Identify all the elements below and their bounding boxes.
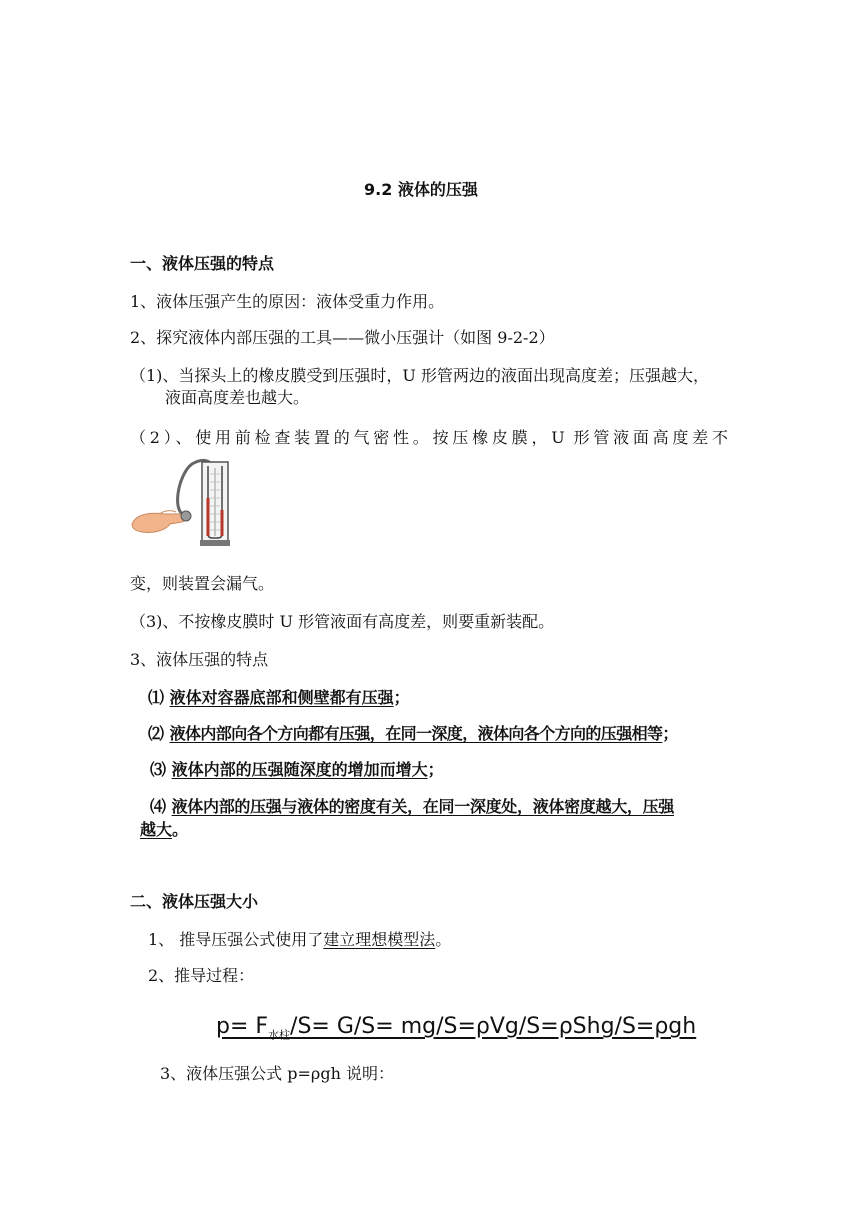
point-2-tail: ； [662, 724, 679, 743]
formula-part2: /S= G/S= mg/S=ρVg/S=ρShg/S=ρgh [290, 1014, 697, 1039]
sub2-line2: 变，则装置会漏气。 [130, 574, 275, 593]
point-4-text: 液体内部的压强与液体的密度有关，在同一深度处，液体密度越大，压强 [171, 797, 674, 816]
point-3-tail: ； [427, 760, 444, 779]
formula-part1: p= F [216, 1014, 269, 1039]
sub1-line2: 液面高度差也越大。 [165, 388, 310, 407]
point-2-text: 液体内部向各个方向都有压强，在同一深度，液体向各个方向的压强相等 [169, 724, 663, 743]
formula-subscript: 水柱 [268, 1028, 291, 1042]
point-3-number: ⑶ [150, 760, 167, 779]
point-2 [148, 724, 678, 744]
sub1-line1: （1)、当探头上的橡皮膜受到压强时，U 形管两边的液面出现高度差；压强越大， [130, 366, 709, 385]
s2-item3: 3、液体压强公式 p=ρgh 说明： [160, 1064, 394, 1083]
item1-text: 1、液体压强产生的原因：液体受重力作用。 [130, 292, 445, 311]
s2-item1-prefix: 1、 推导压强公式使用了 [148, 930, 324, 949]
section2-heading: 二、液体压强大小 [130, 892, 259, 911]
point-4-line2-text: 越大 [140, 820, 173, 839]
sub3-text: （3)、不按橡皮膜时 U 形管液面有高度差，则要重新装配。 [130, 612, 555, 631]
point-1 [148, 688, 410, 708]
item3-text: 3、液体压强的特点 [130, 650, 269, 669]
point-2-number: ⑵ [148, 724, 165, 743]
s2-item1-method: 建立理想模型法 [323, 930, 436, 949]
point-1-tail: ； [393, 688, 410, 707]
section1-heading: 一、液体压强的特点 [130, 254, 275, 273]
point-3 [150, 760, 444, 780]
s2-item1-tail: 。 [435, 930, 452, 949]
point-1-number: ⑴ [148, 688, 165, 707]
s2-item2: 2、推导过程： [148, 966, 255, 985]
page-title: 9.2 液体的压强 [364, 180, 478, 199]
item2-text: 2、探究液体内部压强的工具——微小压强计（如图 9-2-2） [130, 328, 555, 347]
point-1-text: 液体对容器底部和侧壁都有压强 [169, 688, 394, 707]
point-4-line2-tail: 。 [172, 820, 189, 839]
point-4-number: ⑷ [150, 797, 167, 816]
sub2-line1: （2）、使用前检查装置的气密性。按压橡皮膜，U 形管液面高度差不 [130, 428, 728, 447]
point-3-text: 液体内部的压强随深度的增加而增大 [171, 760, 428, 779]
pressure-formula [216, 1014, 696, 1048]
u-tube-manometer-icon [130, 454, 234, 550]
pressure-gauge-figure [130, 454, 234, 550]
point-4-line2 [140, 820, 188, 840]
point-4 [150, 797, 674, 817]
s2-item1 [148, 930, 451, 950]
